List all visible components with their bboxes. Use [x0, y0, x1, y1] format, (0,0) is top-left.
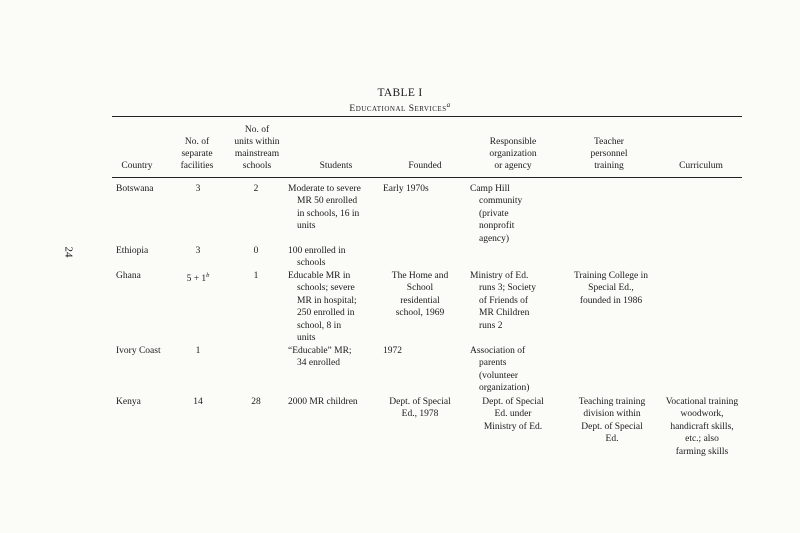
- header-mainstream-units: No. of units within mainstream schools: [234, 125, 280, 171]
- cell-students: 100 enrolled in schools: [288, 246, 346, 269]
- header-founded: Founded: [408, 161, 442, 171]
- cell-teacher: Training College in Special Ed., founded in 1986: [573, 271, 649, 306]
- cell-separate: 3: [195, 184, 201, 194]
- cell-country: Kenya: [116, 397, 141, 407]
- table-title: TABLE I: [377, 87, 423, 99]
- cell-responsible: Association of parents (volunteer organization): [470, 346, 530, 394]
- cell-units: 0: [253, 246, 259, 256]
- page-number: 24: [62, 246, 75, 258]
- cell-separate: 3: [195, 246, 201, 256]
- cell-teacher: Teaching training division within Dept. of Special Ed.: [578, 397, 646, 445]
- cell-country: Botswana: [116, 184, 154, 194]
- header-teacher-training: Teacher personnel training: [590, 137, 628, 171]
- cell-country: Ghana: [116, 271, 141, 281]
- cell-responsible: Camp Hill community (private nonprofit agency): [470, 184, 523, 244]
- cell-students: Moderate to severe MR 50 enrolled in schools, 16 in units: [288, 184, 361, 232]
- cell-responsible: Dept. of Special Ed. under Ministry of Ed.: [482, 397, 544, 432]
- cell-units: 1: [253, 271, 259, 281]
- cell-separate-value: 5 + 1: [186, 274, 207, 285]
- header-students: Students: [319, 161, 353, 171]
- cell-founded: Dept. of Special Ed., 1978: [389, 397, 451, 420]
- cell-separate: 1: [195, 346, 201, 356]
- cell-founded: The Home and School residential school, 1969: [391, 271, 449, 319]
- table-subtitle-note: a: [446, 101, 451, 109]
- table-subtitle-text: Educational Services: [349, 104, 447, 115]
- cell-founded: 1972: [383, 346, 402, 356]
- header-curriculum: Curriculum: [679, 161, 723, 171]
- header-responsible-agency: Responsible organization or agency: [489, 137, 537, 171]
- cell-students: 2000 MR children: [288, 397, 358, 407]
- cell-separate: [172, 270, 224, 286]
- cell-responsible: Ministry of Ed. runs 3; Society of Friends of MR Children runs 2: [470, 271, 536, 331]
- cell-units: 2: [253, 184, 259, 194]
- header-country: Country: [121, 161, 153, 171]
- table-header-rule: [112, 177, 742, 178]
- cell-country: Ivory Coast: [116, 346, 161, 356]
- cell-separate-note: b: [206, 272, 210, 279]
- cell-students: Educable MR in schools; severe MR in hospital; 250 enrolled in school, 8 in units: [288, 271, 357, 344]
- cell-units: 28: [251, 397, 261, 407]
- cell-country: Ethiopia: [116, 246, 149, 256]
- cell-founded: Early 1970s: [383, 184, 429, 194]
- table-subtitle: [0, 101, 800, 114]
- table-top-rule: [112, 116, 742, 117]
- cell-separate: 14: [193, 397, 203, 407]
- cell-students: “Educable” MR; 34 enrolled: [288, 346, 352, 369]
- cell-curriculum: Vocational training woodwork, handicraft skills, etc.; also farming skills: [665, 397, 739, 457]
- header-separate-facilities: No. of separate facilities: [180, 137, 214, 171]
